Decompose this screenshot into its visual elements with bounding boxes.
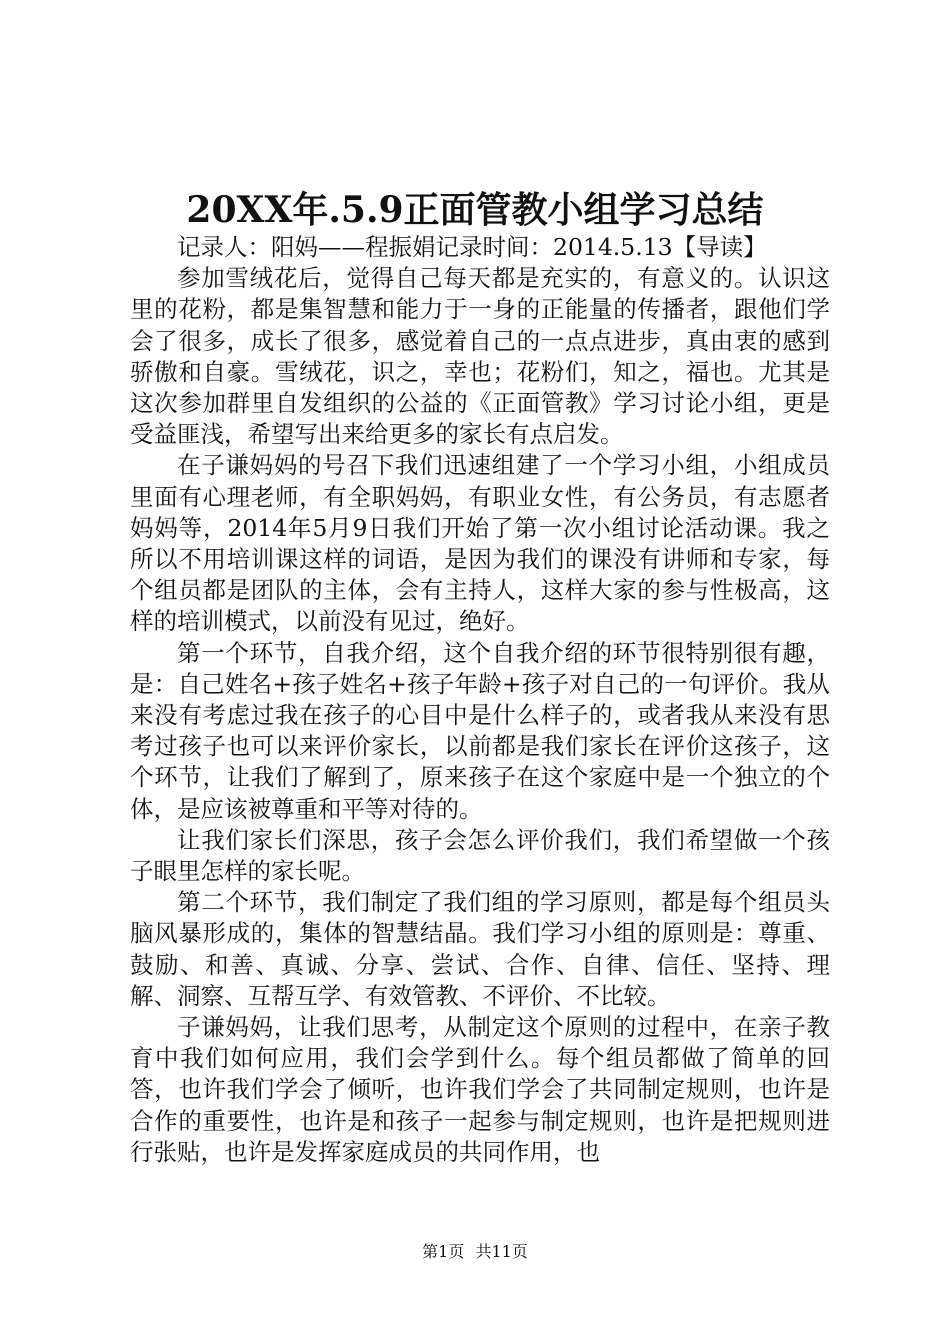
paragraph-recorder: 记录人：阳妈——程振娟记录时间：2014.5.13【导读】 (177, 233, 767, 261)
document-title: 20XX年.5.9正面管教小组学习总结 (186, 189, 764, 231)
paragraph: 第一个环节，自我介绍，这个自我介绍的环节很特别很有趣，是：自己姓名+孩子姓名+孩子年龄+孩子对自己的一句评价。我从来没有考虑过我在孩子的心目中是什么样子的，或者我从来没有思考过孩子也可以来评价家长，以前都是我们家长在评价这孩子，这个环节，让我们了解到了，原来孩子在这个家庭中是一个独立的个体，是应该被尊重和平等对待的。 (130, 638, 830, 823)
paragraph: 子谦妈妈，让我们思考，从制定这个原则的过程中，在亲子教育中我们如何应用，我们会学到什么。每个组员都做了简单的回答，也许我们学会了倾听，也许我们学会了共同制定规则，也许是合作的重要性，也许是和孩子一起参与制定规则，也许是把规则进行张贴，也许是发挥家庭成员的共同作用，也 (130, 1013, 830, 1166)
paragraph: 第二个环节，我们制定了我们组的学习原则，都是每个组员头脑风暴形成的，集体的智慧结晶。我们学习小组的原则是：尊重、鼓励、和善、真诚、分享、尝试、合作、自律、信任、坚持、理解、洞察、互帮互学、有效管教、不评价、不比较。 (130, 888, 830, 1010)
document-body (130, 232, 830, 1168)
paragraph: 参加雪绒花后，觉得自己每天都是充实的，有意义的。认识这里的花粉，都是集智慧和能力于一身的正能量的传播者，跟他们学会了很多，成长了很多，感觉着自己的一点点进步，真由衷的感到骄傲和自豪。雪绒花，识之，幸也；花粉们，知之，福也。尤其是这次参加群里自发组织的公益的《正面管教》学习讨论小组，更是受益匪浅，希望写出来给更多的家长有点启发。 (130, 264, 830, 449)
paragraph: 让我们家长们深思，孩子会怎么评价我们，我们希望做一个孩子眼里怎样的家长呢。 (130, 825, 830, 886)
paragraph: 在子谦妈妈的号召下我们迅速组建了一个学习小组，小组成员里面有心理老师，有全职妈妈，有职业女性，有公务员，有志愿者妈妈等，2014年5月9日我们开始了第一次小组讨论活动课。我之所以不用培训课这样的词语，是因为我们的课没有讲师和专家，每个组员都是团队的主体，会有主持人，这样大家的参与性极高，这样的培训模式，以前没有见过，绝好。 (130, 451, 830, 636)
page-total: 共11页 (475, 1242, 528, 1261)
page-footer (0, 1240, 950, 1264)
page-number: 第1页 (422, 1242, 465, 1261)
